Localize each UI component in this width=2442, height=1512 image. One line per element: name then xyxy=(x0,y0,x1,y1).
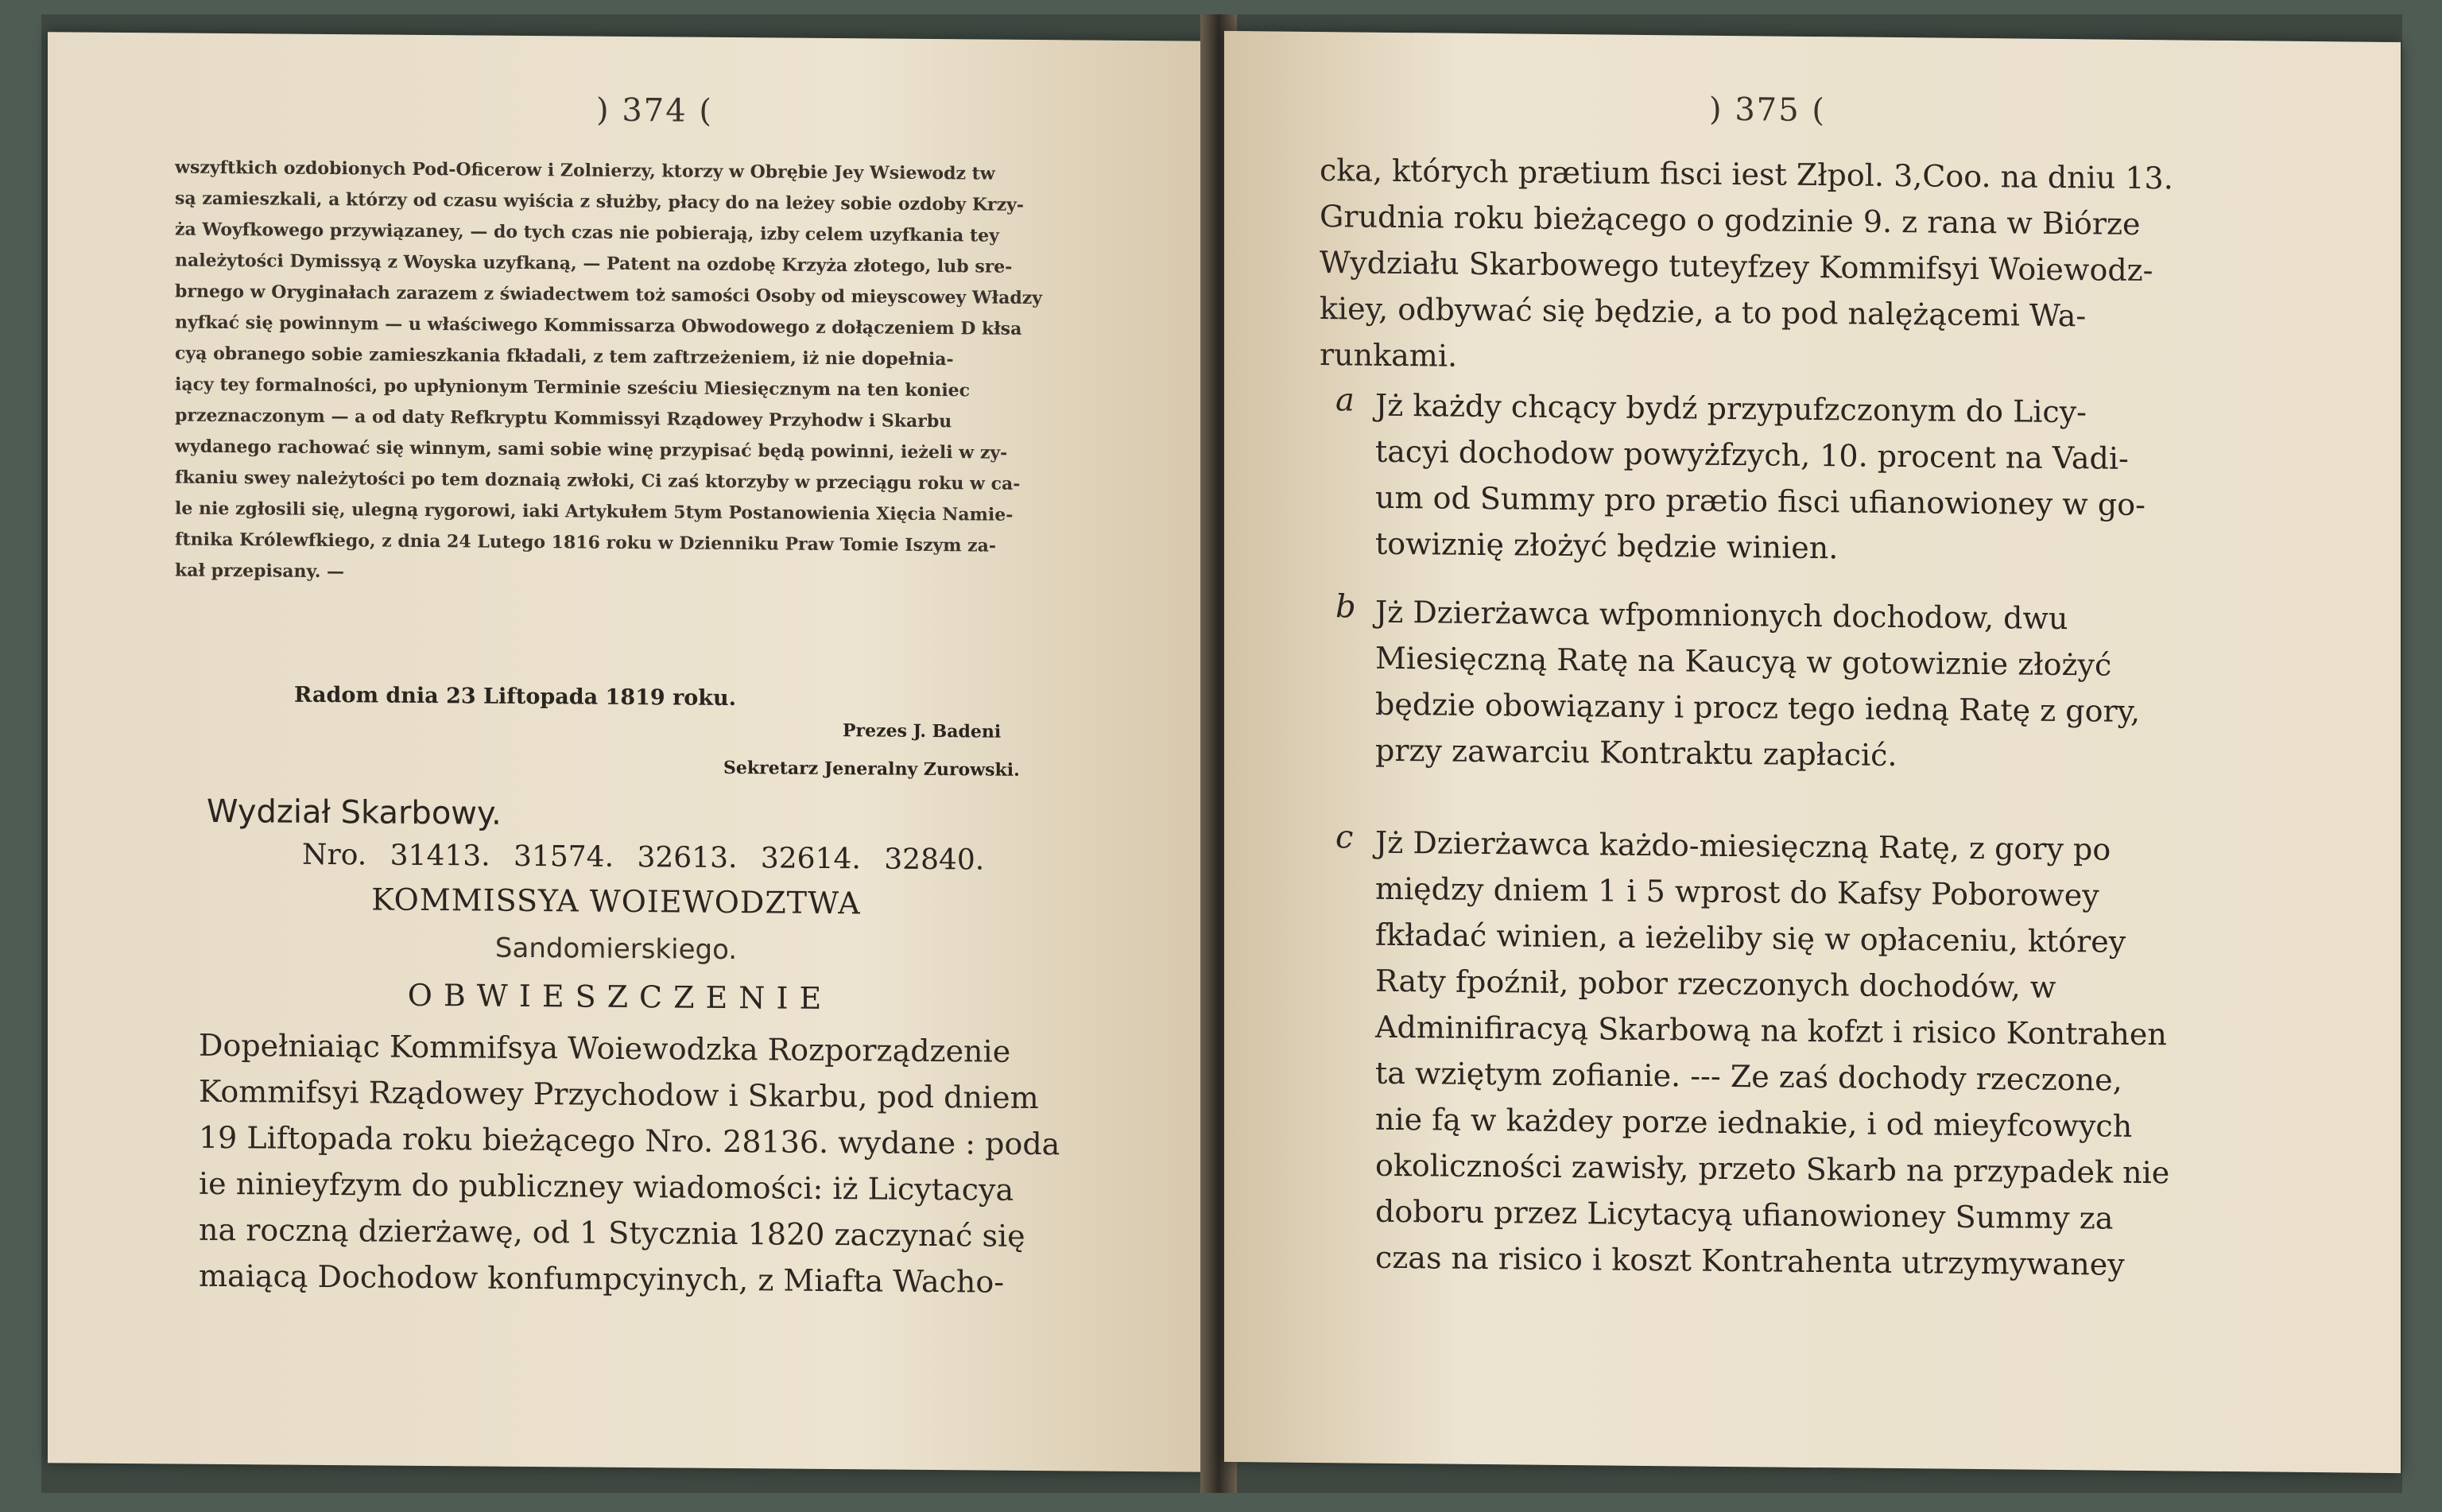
text-line: Jż Dzierżawca każdo-miesięczną Ratę, z gory po xyxy=(1375,824,2111,867)
text-line: na roczną dzierżawę, od 1 Stycznia 1820 zaczynać się xyxy=(199,1212,1025,1254)
text-line: maiącą Dochodow konfumpcyinych, z Miafta Wacho- xyxy=(199,1258,1005,1300)
text-line: Adminifiracyą Skarbową na kofzt i risico Kontrahen xyxy=(1375,1009,2167,1053)
text-line: nyfkać się powinnym — u właściwego Kommissarza Obwodowego z dołączeniem D kłsa xyxy=(175,312,1022,339)
text-line: Wydziału Skarbowego tuteyfzey Kommifsyi Woiewodz- xyxy=(1320,245,2153,289)
text-line: są zamieszkali, a którzy od czasu wyiścia z służby, płacy do na leżey sobie ozdoby Krzy- xyxy=(175,188,1024,215)
text-line: nie fą w każdey porze iednakie, i od mieyfcowych xyxy=(1375,1101,2133,1144)
text-line: Dopełniaiąc Kommifsya Woiewodzka Rozporządzenie xyxy=(199,1027,1011,1069)
clause-c-marker: c xyxy=(1335,819,1354,856)
signature-president: Prezes J. Badeni xyxy=(843,720,1002,742)
clause-c xyxy=(1375,820,2169,1289)
left-page xyxy=(48,32,1210,1471)
text-line: ta wziętym zofianie. --- Ze zaś dochody rzeczone, xyxy=(1375,1055,2122,1098)
text-line: ie ninieyfzym do publiczney wiadomości: iż Licytacya xyxy=(199,1165,1014,1208)
reference-numbers: Nro. 31413. 31574. 32613. 32614. 32840. xyxy=(302,838,985,877)
text-line: le nie zgłosili się, ulegną rygorowi, iaki Artykułem 5tym Postanowienia Xięcia Namie- xyxy=(175,498,1014,525)
text-line: fkładać winien, a ieżeliby się w opłaceniu, którey xyxy=(1375,917,2126,960)
book-spread xyxy=(41,14,2402,1493)
text-line: cyą obranego sobie zamieszkania fkładali, z tem zaftrzeżeniem, iż nie dopełnia- xyxy=(175,343,954,370)
text-line: cka, których prætium fisci iest Złpol. 3,Coo. na dniu 13. xyxy=(1320,153,2173,196)
text-line: Raty fpoźnił, pobor rzeczonych dochodów, w xyxy=(1375,963,2056,1005)
text-line: Grudnia roku bieżącego o godzinie 9. z rana w Biórze xyxy=(1320,199,2141,242)
notice-body xyxy=(199,1022,1060,1306)
text-line: doboru przez Licytacyą ufianowioney Summy za xyxy=(1375,1193,2114,1236)
region-heading: Sandomierskiego. xyxy=(494,932,738,967)
text-line: runkami. xyxy=(1320,337,1458,374)
clause-a-marker: a xyxy=(1335,382,1355,419)
notice-title: OBWIESZCZENIE xyxy=(407,977,833,1017)
intro-paragraph xyxy=(1320,147,2173,386)
text-line: tacyi dochodow powyżfzych, 10. procent na Vadi- xyxy=(1375,433,2129,476)
text-line: kiey, odbywać się będzie, a to pod nalężącemi Wa- xyxy=(1320,291,2087,334)
text-line: wydanego rachować się winnym, sami sobie winę przypisać będą powinni, ieżeli w zy- xyxy=(175,436,1008,463)
small-print-paragraph xyxy=(175,153,1210,595)
text-line: czas na risico i koszt Kontrahenta utrzymywaney xyxy=(1375,1239,2125,1282)
dateline: Radom dnia 23 Liftopada 1819 roku. xyxy=(294,682,737,711)
text-line: brnego w Oryginałach zarazem z świadectwem toż samości Osoby od mieyscowey Władzy xyxy=(175,281,1042,309)
signature-secretary: Sekretarz Jeneralny Zurowski. xyxy=(723,757,1020,781)
right-page xyxy=(1224,31,2401,1473)
text-line: przy zawarciu Kontraktu zapłacić. xyxy=(1375,732,1897,773)
text-line: Miesięczną Ratę na Kaucyą w gotowiznie złożyć xyxy=(1375,640,2112,683)
text-line: ża Woyfkowego przywiązaney, — do tych czas nie pobierają, izby celem uzyfkania tey xyxy=(175,219,999,246)
text-line: Jż każdy chcący bydź przypufzczonym do Licy- xyxy=(1375,387,2087,430)
clause-b xyxy=(1375,589,2140,781)
text-line: będzie obowiązany i procz tego iedną Ratę z gory, xyxy=(1375,686,2141,729)
text-line: Kommifsyi Rządowey Przychodow i Skarbu, pod dniem xyxy=(199,1073,1039,1116)
page-number: ) 374 ( xyxy=(596,91,713,130)
text-line: iący tey formalności, po upłynionym Terminie sześciu Miesięcznym na ten koniec xyxy=(175,374,971,401)
text-line: kał przepisany. — xyxy=(175,560,345,583)
text-line: należytości Dymissyą z Woyska uzyfkaną, — Patent na ozdobę Krzyża złotego, lub sre- xyxy=(175,250,1013,277)
clause-a xyxy=(1375,382,2145,574)
text-line: przeznaczonym — a od daty Refkryptu Kommissyi Rządowey Przyhodw i Skarbu xyxy=(175,405,952,432)
text-line: Jż Dzierżawca wfpomnionych dochodow, dwu xyxy=(1375,594,2068,637)
text-line: um od Summy pro prætio fisci ufianowioney w go- xyxy=(1375,479,2145,523)
text-line: 19 Liftopada roku bieżącego Nro. 28136. wydane : poda xyxy=(199,1119,1060,1162)
commission-heading: KOMMISSYA WOIEWODZTWA xyxy=(371,882,861,921)
text-line: towiznię złożyć będzie winien. xyxy=(1375,525,1839,566)
text-line: fkaniu swey należytości po tem doznaią zwłoki, Ci zaś ktorzyby w przeciągu roku w ca- xyxy=(175,467,1021,494)
text-line: ftnika Królewfkiego, z dnia 24 Lutego 1816 roku w Dzienniku Praw Tomie Iszym za- xyxy=(175,529,997,556)
text-line: wszyftkich ozdobionych Pod-Oficerow i Zolnierzy, ktorzy w Obrębie Jey Wsiewodz tw xyxy=(175,157,995,184)
page-number: ) 375 ( xyxy=(1709,91,1826,130)
clause-b-marker: b xyxy=(1335,588,1356,626)
text-line: okoliczności zawisły, przeto Skarb na przypadek nie xyxy=(1375,1147,2170,1191)
department-heading: Wydział Skarbowy. xyxy=(207,793,502,832)
text-line: między dniem 1 i 5 wprost do Kafsy Poborowey xyxy=(1375,870,2099,913)
